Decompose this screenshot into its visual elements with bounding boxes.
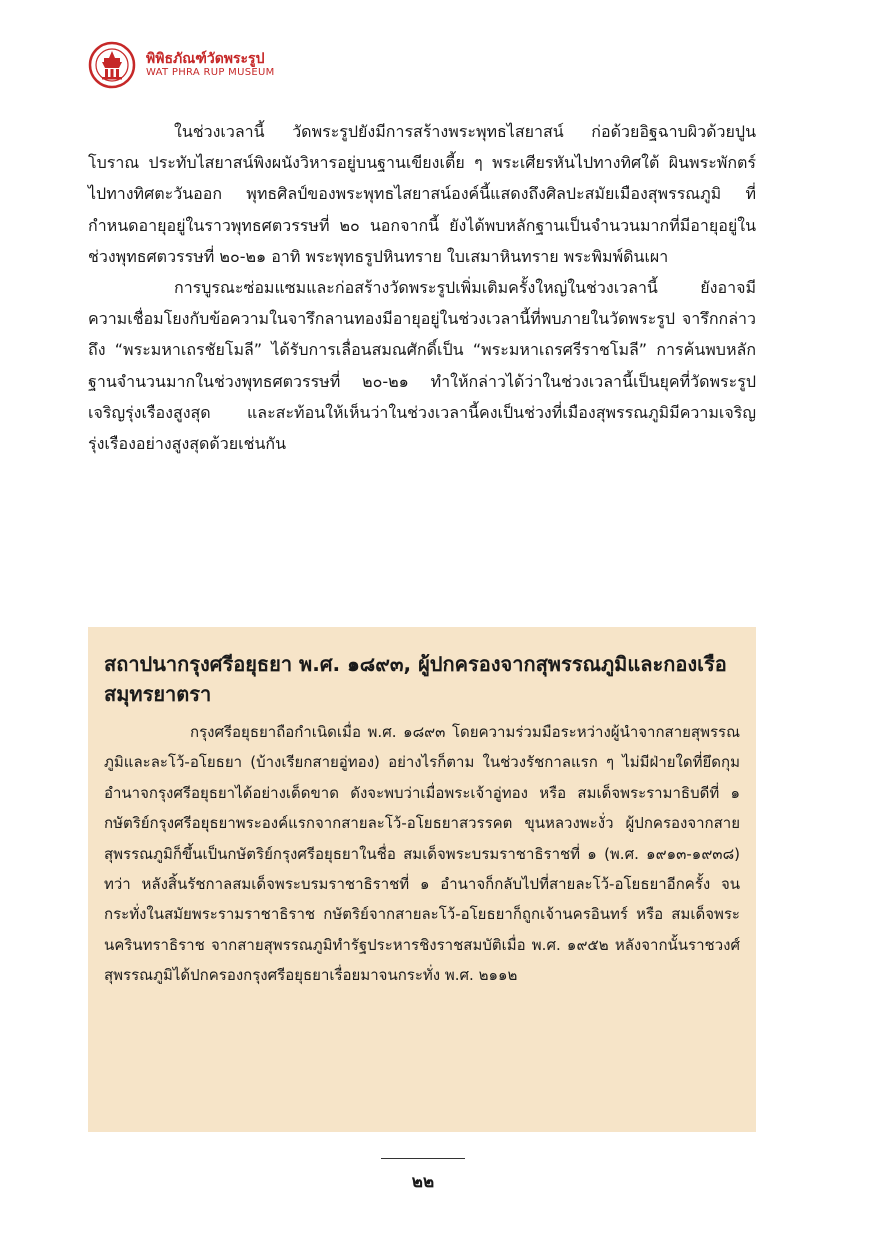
info-box-heading: สถาปนากรุงศรีอยุธยา พ.ศ. ๑๘๙๓, ผู้ปกครองจากสุพรรณภูมิและกองเรือสมุทรยาตรา — [104, 652, 727, 706]
footer-divider — [381, 1158, 465, 1159]
museum-header — [88, 40, 275, 90]
paragraph-1: ในช่วงเวลานี้ วัดพระรูปยังมีการสร้างพระพุทธไสยาสน์ ก่อด้วยอิฐฉาบผิวด้วยปูนโบราณ ประทับไสยาสน์พิงผนังวิหารอยู่บนฐานเขียงเตี้ย ๆ พระเศียรหันไปทางทิศใต้ ผินพระพักตร์ไปทางทิศตะวันออก พุทธศิลป์ของพระพุทธไสยาสน์องค์นี้แสดงถึงศิลปะสมัยเมืองสุพรรณภูมิ ที่กำหนดอายุอยู่ในราวพุทธศตวรรษที่ ๒๐ นอกจากนี้ ยังได้พบหลักฐานเป็นจำนวนมากที่มีอายุอยู่ในช่วงพุทธศตวรรษที่ ๒๐-๒๑ อาทิ พระพุทธรูปหินทราย ใบเสมาหินทราย พระพิมพ์ดินเผา — [88, 122, 756, 266]
museum-name-english: WAT PHRA RUP MUSEUM — [146, 67, 275, 79]
page-number: ๒๒ — [411, 1172, 435, 1192]
body-text — [88, 116, 756, 459]
museum-name-thai: พิพิธภัณฑ์วัดพระรูป — [146, 51, 265, 68]
info-box — [88, 627, 756, 1132]
info-box-paragraph: กรุงศรีอยุธยาถือกำเนิดเมื่อ พ.ศ. ๑๘๙๓ โดยความร่วมมือระหว่างผู้นำจากสายสุพรรณภูมิและละโว้-อโยธยา (บ้างเรียกสายอู่ทอง) อย่างไรก็ตาม ในช่วงรัชกาลแรก ๆ ไม่มีฝ่ายใดที่ยึดกุมอำนาจกรุงศรีอยุธยาได้อย่างเด็ดขาด ดังจะพบว่าเมื่อพระเจ้าอู่ทอง หรือ สมเด็จพระรามาธิบดีที่ ๑ กษัตริย์กรุงศรีอยุธยาพระองค์แรกจากสายละโว้-อโยธยาสวรรคต ขุนหลวงพะงั่ว ผู้ปกครองจากสายสุพรรณภูมิก็ขึ้นเป็นกษัตริย์กรุงศรีอยุธยาในชื่อ สมเด็จพระบรมราชาธิราชที่ ๑ (พ.ศ. ๑๙๑๓-๑๙๓๘) ทว่า หลังสิ้นรัชกาลสมเด็จพระบรมราชาธิราชที่ ๑ อำนาจก็กลับไปที่สายละโว้-อโยธยาอีกครั้ง จนกระทั่งในสมัยพระรามราชาธิราช กษัตริย์จากสายละโว้-อโยธยาก็ถูกเจ้านครอินทร์ หรือ สมเด็จพระนครินทราธิราช จากสายสุพรรณภูมิทำรัฐประหารชิงราชสมบัติเมื่อ พ.ศ. ๑๙๕๒ หลังจากนั้นราชวงศ์สุพรรณภูมิได้ปกครองกรุงศรีอยุธยาเรื่อยมาจนกระทั่ง พ.ศ. ๒๑๑๒ — [104, 723, 740, 985]
paragraph-2: การบูรณะซ่อมแซมและก่อสร้างวัดพระรูปเพิ่มเติมครั้งใหญ่ในช่วงเวลานี้ ยังอาจมีความเชื่อมโยงกับข้อความในจารึกลานทองมีอายุอยู่ในช่วงเวลานี้ที่พบภายในวัดพระรูป จารึกกล่าวถึง “พระมหาเถรชัยโมลี” ได้รับการเลื่อนสมณศักดิ์เป็น “พระมหาเถรศรีราชโมลี” การค้นพบหลักฐานจำนวนมากในช่วงพุทธศตวรรษที่ ๒๐-๒๑ ทำให้กล่าวได้ว่าในช่วงเวลานี้เป็นยุคที่วัดพระรูปเจริญรุ่งเรืองสูงสุด และสะท้อนให้เห็นว่าในช่วงเวลานี้คงเป็นช่วงที่เมืองสุพรรณภูมิมีความเจริญรุ่งเรืองอย่างสูงสุดด้วยเช่นกัน — [88, 278, 756, 454]
museum-logo-icon — [88, 41, 136, 89]
